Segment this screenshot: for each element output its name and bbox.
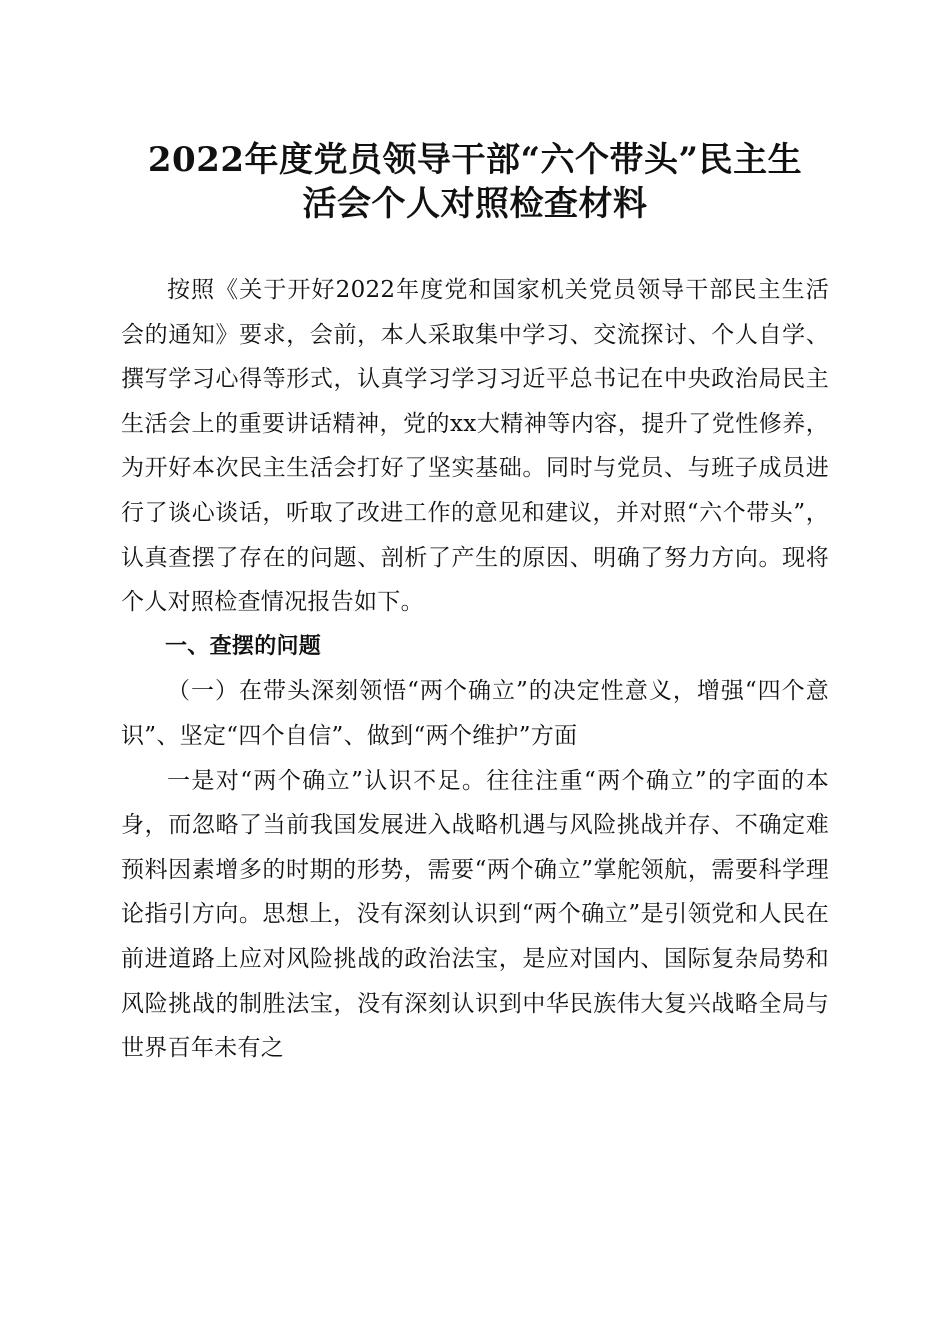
point-paragraph: 一是对“两个确立”认识不足。往往注重“两个确立”的字面的本身，而忽略了当前我国发展进入战略机遇与风险挑战并存、不确定难预料因素增多的时期的形势，需要“两个确立”掌舵领航，需要科学理论指引方向。思想上，没有深刻认识到“两个确立”是引领党和人民在前进道路上应对风险挑战的政治法宝，是应对国内、国际复杂局势和风险挑战的制胜法宝，没有深刻认识到中华民族伟大复兴战略全局与世界百年未有之: [121, 767, 829, 1062]
section-heading: 一、查摆的问题: [165, 633, 322, 659]
document-title: [100, 138, 850, 226]
subsection-heading: （一）在带头深刻领悟“两个确立”的决定性意义，增强“四个意识”、坚定“四个自信”、做到“两个维护”方面: [121, 678, 829, 749]
document-body: [121, 268, 829, 1071]
title-line-2: 活会个人对照检查材料: [302, 184, 648, 224]
title-line-1: 2022年度党员领导干部“六个带头”民主生: [147, 140, 803, 180]
intro-paragraph: 按照《关于开好2022年度党和国家机关党员领导干部民主生活会的通知》要求，会前，本人采取集中学习、交流探讨、个人自学、撰写学习心得等形式，认真学习学习习近平总书记在中央政治局民主生活会上的重要讲话精神，党的xx大精神等内容，提升了党性修养，为开好本次民主生活会打好了坚实基础。同时与党员、与班子成员进行了谈心谈话，听取了改进工作的意见和建议，并对照“六个带头”，认真查摆了存在的问题、剖析了产生的原因、明确了努力方向。现将个人对照检查情况报告如下。: [121, 277, 829, 616]
